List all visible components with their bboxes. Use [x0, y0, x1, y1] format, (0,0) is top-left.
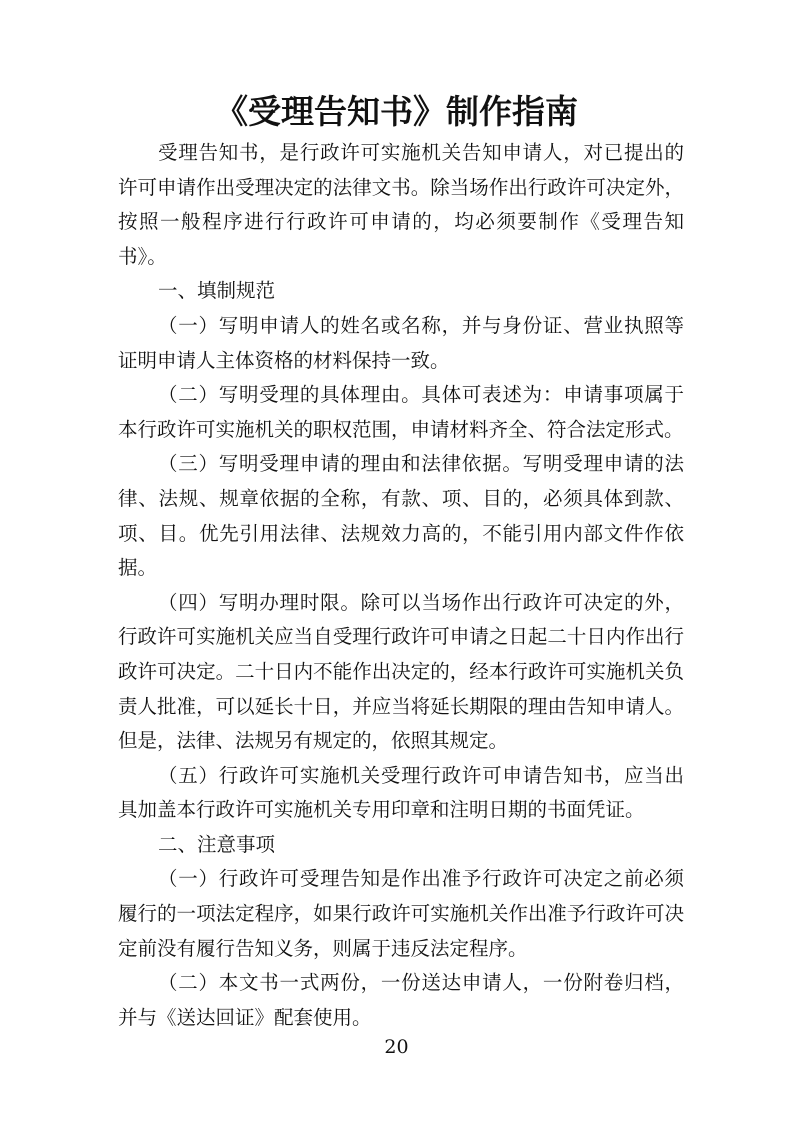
rule-paragraph-3: （三）写明受理申请的理由和法律依据。写明受理申请的法律、法规、规章依据的全称，有款、项、目的，必须具体到款、项、目。优先引用法律、法规效力高的，不能引用内部文件作依据。 [118, 452, 684, 580]
note-paragraph-2: （二）本文书一式两份，一份送达申请人，一份附卷归档，并与《送达回证》配套使用。 [118, 971, 684, 1029]
rule-paragraph-2: （二）写明受理的具体理由。具体可表述为：申请事项属于本行政许可实施机关的职权范围，申请材料齐全、符合法定形式。 [118, 383, 684, 441]
page-number: 20 [384, 1036, 409, 1058]
rule-paragraph-4: （四）写明办理时限。除可以当场作出行政许可决定的外，行政许可实施机关应当自受理行政许可申请之日起二十日内作出行政许可决定。二十日内不能作出决定的，经本行政许可实施机关负责人批准，可以延长十日，并应当将延长期限的理由告知申请人。但是，法律、法规另有规定的，依照其规定。 [118, 590, 684, 753]
section-heading-notes: 二、注意事项 [158, 832, 276, 856]
document-body [118, 136, 684, 1035]
rule-paragraph-1: （一）写明申请人的姓名或名称，并与身份证、营业执照等证明申请人主体资格的材料保持一致。 [118, 313, 684, 372]
intro-paragraph: 受理告知书，是行政许可实施机关告知申请人，对已提出的许可申请作出受理决定的法律文书。除当场作出行政许可决定外，按照一般程序进行行政许可申请的，均必须要制作《受理告知书》。 [118, 141, 684, 268]
note-paragraph-1: （一）行政许可受理告知是作出准予行政许可决定之前必须履行的一项法定程序，如果行政许可实施机关作出准予行政许可决定前没有履行告知义务，则属于违反法定程序。 [118, 867, 684, 960]
rule-paragraph-5: （五）行政许可实施机关受理行政许可申请告知书，应当出具加盖本行政许可实施机关专用印章和注明日期的书面凭证。 [118, 763, 684, 822]
section-heading-filling-rules: 一、填制规范 [158, 279, 276, 303]
document-title: 《受理告知书》制作指南 [215, 92, 578, 131]
